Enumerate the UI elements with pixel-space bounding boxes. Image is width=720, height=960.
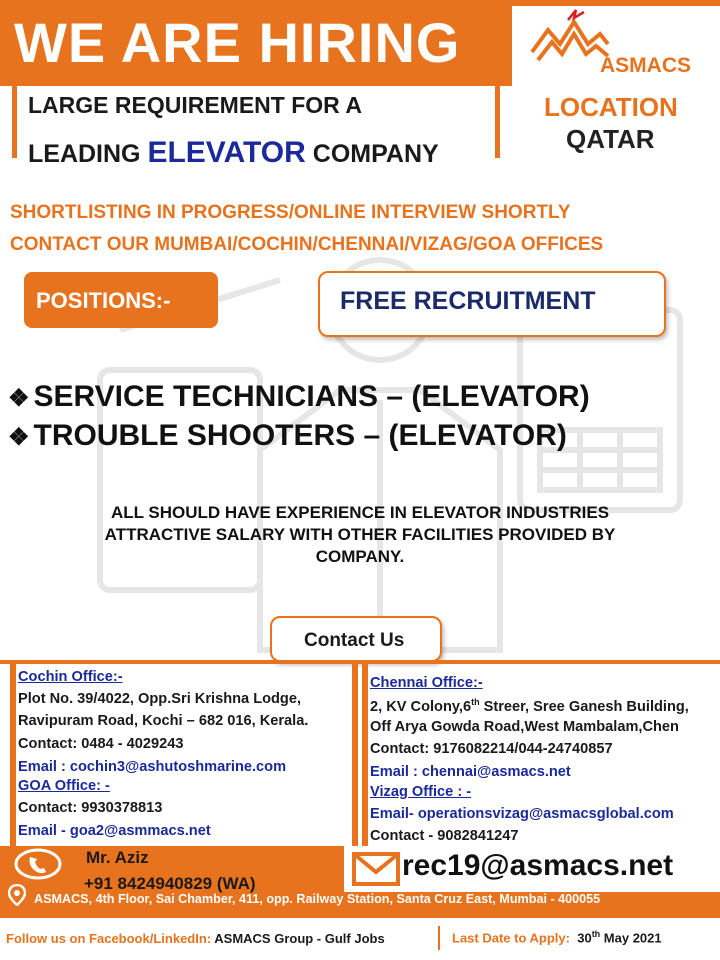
diamond-bullet-icon: ❖ xyxy=(8,385,30,412)
requirement-line-2 xyxy=(28,136,439,170)
last-date-label: Last Date to Apply: xyxy=(452,930,570,946)
contact-person-phone[interactable]: +91 8424940829 (WA) xyxy=(84,874,256,893)
contact-person-name: Mr. Aziz xyxy=(86,848,149,867)
mountain-logo-icon xyxy=(530,8,610,68)
positions-label: POSITIONS:- xyxy=(24,272,218,328)
cochin-address-line-2: Ravipuram Road, Kochi – 682 016, Kerala. xyxy=(18,713,309,729)
company-logo-text: ASMACS xyxy=(600,54,692,77)
requirement-text-1: ALL SHOULD HAVE EXPERIENCE IN ELEVATOR INDUSTRIES xyxy=(110,503,610,522)
cochin-address-line-1: Plot No. 39/4022, Opp.Sri Krishna Lodge, xyxy=(18,691,302,707)
requirement-text-3: COMPANY. xyxy=(315,547,405,566)
elevator-highlight: ELEVATOR xyxy=(147,136,306,169)
goa-office-heading: GOA Office: - xyxy=(18,778,110,794)
notice-line-1: SHORTLISTING IN PROGRESS/ONLINE INTERVIEW SHORTLY xyxy=(10,202,571,223)
footer-separator xyxy=(438,926,440,950)
chennai-address-line-1 xyxy=(370,697,689,715)
requirement-text-2: ATTRACTIVE SALARY WITH OTHER FACILITIES PROVIDED BY xyxy=(104,525,616,544)
office-address: ASMACS, 4th Floor, Sai Chamber, 411, opp. Railway Station, Santa Cruz East, Mumbai - 400055 xyxy=(34,892,601,906)
free-recruitment-badge: FREE RECRUITMENT xyxy=(318,271,666,337)
diamond-bullet-icon: ❖ xyxy=(8,424,30,451)
last-date-sup: th xyxy=(591,929,601,939)
cochin-email-link[interactable]: Email : cochin3@ashutoshmarine.com xyxy=(18,759,287,775)
cochin-office-heading: Cochin Office:- xyxy=(18,669,123,685)
goa-contact: Contact: 9930378813 xyxy=(18,800,163,816)
vizag-email-link[interactable]: Email- operationsvizag@asmacsglobal.com xyxy=(370,806,674,822)
last-date-rest: May 2021 xyxy=(600,930,662,946)
contact-us-button[interactable]: Contact Us xyxy=(270,616,442,662)
hiring-title: WE ARE HIRING xyxy=(14,11,461,74)
position-item xyxy=(8,380,590,414)
mail-icon xyxy=(352,852,400,886)
chennai-addr-b: Streer, Sree Ganesh Building, xyxy=(479,698,689,715)
chennai-addr-a: 2, KV Colony,6 xyxy=(370,698,472,715)
vizag-office-heading: Vizag Office : - xyxy=(370,784,472,800)
position-item xyxy=(8,419,567,453)
phone-icon xyxy=(14,848,62,880)
position-title: SERVICE TECHNICIANS – (ELEVATOR) xyxy=(33,380,590,413)
last-date xyxy=(452,929,662,945)
chennai-address-line-2: Off Arya Gowda Road,West Mambalam,Chen xyxy=(370,719,679,735)
location-pin-icon xyxy=(8,884,26,906)
location-label: LOCATION xyxy=(544,92,678,122)
req-suffix: COMPANY xyxy=(305,140,439,168)
social-follow xyxy=(6,931,385,946)
chennai-addr-sup: th xyxy=(471,697,480,707)
cochin-contact: Contact: 0484 - 4029243 xyxy=(18,736,184,752)
requirement-line-1: LARGE REQUIREMENT FOR A xyxy=(28,92,362,118)
recruitment-email-link[interactable]: rec19@asmacs.net xyxy=(402,849,674,882)
last-date-day: 30 xyxy=(577,930,592,946)
chennai-office-heading: Chennai Office:- xyxy=(370,675,483,691)
notice-line-2: CONTACT OUR MUMBAI/COCHIN/CHENNAI/VIZAG/GOA OFFICES xyxy=(10,234,604,255)
vizag-contact: Contact - 9082841247 xyxy=(370,828,519,844)
location-value: QATAR xyxy=(566,124,655,154)
goa-email-link[interactable]: Email - goa2@asmmacs.net xyxy=(18,823,211,839)
follow-value[interactable]: ASMACS Group - Gulf Jobs xyxy=(211,931,385,946)
follow-label: Follow us on Facebook/LinkedIn: xyxy=(6,931,212,946)
position-title: TROUBLE SHOOTERS – (ELEVATOR) xyxy=(33,419,567,452)
chennai-contact: Contact: 9176082214/044-24740857 xyxy=(370,741,613,757)
req-prefix: LEADING xyxy=(28,140,148,168)
chennai-email-link[interactable]: Email : chennai@asmacs.net xyxy=(370,764,571,780)
